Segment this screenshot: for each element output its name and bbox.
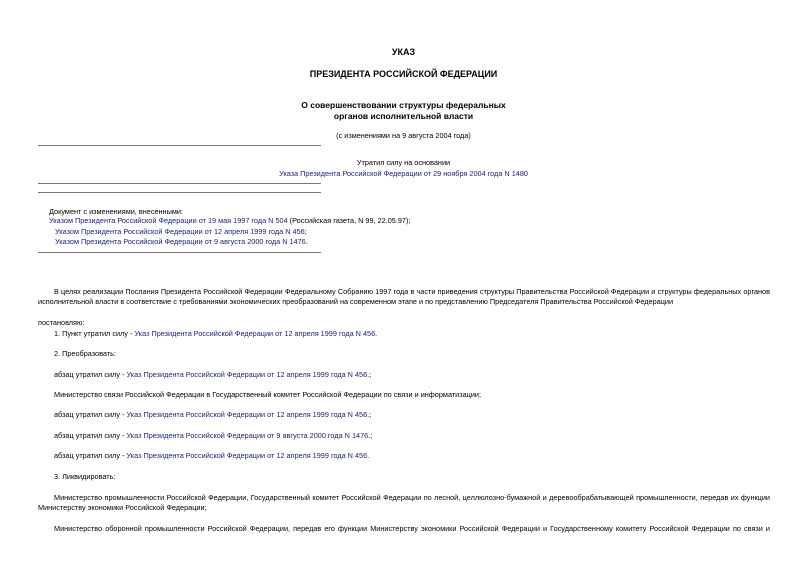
change-item	[49, 216, 410, 225]
divider	[38, 252, 321, 253]
decree-word: постановляю:	[38, 318, 85, 327]
document-title-line2: органов исполнительной власти	[333, 111, 474, 121]
clause-link[interactable]: Указ Президента Российской Федерации от 12 апреля 1999 года N 456	[126, 410, 368, 419]
decree-heading: УКАЗ	[391, 47, 416, 57]
clause-link[interactable]: Указ Президента Российской Федерации от 12 апреля 1999 года N 456	[126, 370, 368, 379]
divider	[38, 192, 321, 193]
change-tail: (Российская газета, N 99, 22.05.97);	[287, 216, 411, 225]
clause-text: абзац утратил силу -	[54, 451, 127, 460]
repeal-link[interactable]: Указа Президента Российской Федерации от 29 ноября 2004 года N 1480	[279, 169, 528, 178]
change-tail: ;	[304, 227, 307, 236]
repeal-text: Утратил силу на основании	[356, 158, 451, 167]
clause-text: 1. Пункт утратил силу -	[54, 329, 135, 338]
clause-tail: .	[375, 329, 378, 338]
ministry-communications: Министерство связи Российской Федерации в Государственный комитет Российской Федерации по связи и информатизации;	[54, 390, 482, 399]
change-item	[55, 237, 308, 246]
clause-tail: .;	[368, 431, 373, 440]
clause-1	[54, 329, 377, 338]
clause-text: абзац утратил силу -	[54, 370, 127, 379]
clause-2: 2. Преобразовать:	[54, 349, 116, 358]
change-link[interactable]: Указом Президента Российской Федерации от 19 мая 1997 года N 504	[49, 216, 288, 225]
industry-paragraph: Министерство промышленности Российской Федерации, Государственный комитет Российской Федерации по лесной, целлюлозно-бумажной и деревообрабатывающей промышленности, передав их функции Министерству экономики Российской Федерации;	[38, 493, 770, 512]
paragraph-repealed	[54, 410, 371, 419]
issuer-heading: ПРЕЗИДЕНТА РОССИЙСКОЙ ФЕДЕРАЦИИ	[309, 69, 498, 79]
clause-link[interactable]: Указ Президента Российской Федерации от 12 апреля 1999 года N 456	[126, 451, 368, 460]
defense-paragraph: Министерство оборонной промышленности Российской Федерации, передав его функции Министерству экономики Российской Федерации и Государственному комитету Российской Федерации по связи и	[54, 524, 770, 533]
clause-text: абзац утратил силу -	[54, 410, 127, 419]
change-link[interactable]: Указом Президента Российской Федерации от 9 августа 2000 года N 1476	[55, 237, 306, 246]
repeal-block	[0, 169, 807, 178]
clause-3: 3. Ликвидировать:	[54, 472, 116, 481]
paragraph-repealed	[54, 370, 371, 379]
change-item	[55, 227, 307, 236]
clause-text: абзац утратил силу -	[54, 431, 127, 440]
clause-tail: .;	[367, 410, 372, 419]
change-tail: .	[305, 237, 308, 246]
clause-tail: .	[367, 451, 370, 460]
change-link[interactable]: Указом Президента Российской Федерации от 12 апреля 1999 года N 456	[55, 227, 305, 236]
clause-link[interactable]: Указ Президента Российской Федерации от 12 апреля 1999 года N 456	[134, 329, 376, 338]
amendment-note: (с изменениями на 9 августа 2004 года)	[336, 131, 471, 140]
clause-tail: .;	[367, 370, 372, 379]
paragraph-repealed	[54, 451, 369, 460]
divider	[38, 183, 321, 184]
clause-link[interactable]: Указ Президента Российской Федерации от 9 августа 2000 года N 1476	[126, 431, 369, 440]
changes-heading: Документ с изменениями, внесенными:	[49, 207, 183, 216]
paragraph-repealed	[54, 431, 372, 440]
intro-paragraph: В целях реализации Послания Президента Российской Федерации Федеральному Собранию 1997 года в части приведения структуры Правительства Российской Федерации и структуры федеральных органов исполнительной власти в соответствие с требованиями экономических преобразований на современном этапе и по представлению Председателя Правительства Российской Федерации	[38, 287, 770, 306]
document-title	[0, 100, 807, 122]
document-title-line1: О совершенствовании структуры федеральных	[301, 100, 506, 110]
divider	[38, 145, 321, 146]
